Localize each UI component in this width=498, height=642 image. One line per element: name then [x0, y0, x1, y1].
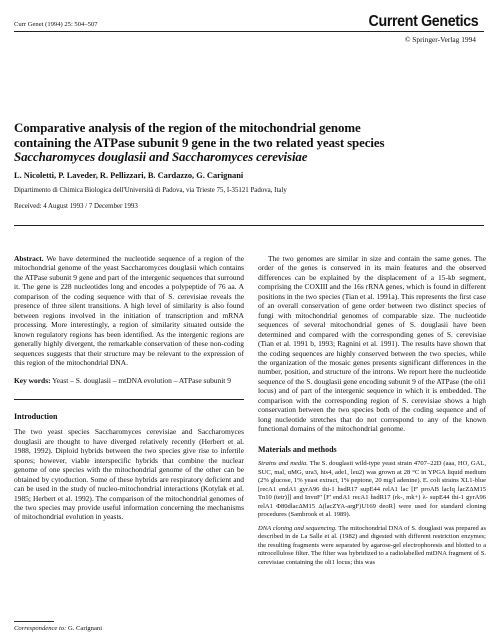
abstract-top-rule	[14, 225, 484, 226]
title-line-3: Saccharomyces douglasii and Saccharomyces cerevisiae	[14, 150, 308, 165]
strains-paragraph	[258, 460, 486, 520]
introduction-heading: Introduction	[14, 411, 58, 421]
intro-continued-text: The two genomes are similar in size and contain the same genes. The order of the genes is conserved in its main features and the observed differences can be explained by the displacement of a 15-kb segment, comprising the COXIII and the 16s rRNA genes, which is found in different positions in the two species (Tian et al. 1991a). This represents the first case of an overall conservation of gene order between two distinct species of fungi with mitochondrial genomes of comparable size. The nucleotide sequences of several mitochondrial genes of S. douglasii have been determined and compared with the corresponding genes of S. cerevisiae (Tian et al. 1991 b, 1993; Ragnini et al. 1991). The results have shown that the coding sequences are highly conserved between the two species, while the organization of the mosaic genes presents significant differences in the number, position, and structure of the introns. We report here the nucleotide sequence of the S. douglasii gene encoding subunit 9 of the ATPase (the oli1 locus) and of part of the intergenic sequence in which it is embedded. The comparison with the corresponding region of S. cerevisiae shows a high conservation between the two species both of the coding sequence and of long nucleotide stretches that do not correspond to any of the known functional domains of the mitochondrial genome.	[258, 254, 486, 434]
introduction-text: The two yeast species Saccharomyces cerevisiae and Saccharomyces douglasii are thought to have diverged relatively recently (Herbert et al. 1988, 1992). Diploid hybrids between the two species give rise to infertile spores; however, viable interspecific hybrids that combine the nuclear genome of one species with the mitochondrial genome of the other can be obtained by cytoduction. Some of these hybrids are respiratory deficient and can be used in the study of nucleo-mitochondrial interactions (Kotylak et al. 1985; Herbert et al. 1992). The comparison of the mitochondrial genomes of the two species may provide useful information concerning the mechanisms of mitochondrial evolution in yeasts.	[14, 427, 244, 522]
right-column	[258, 254, 486, 567]
received-dates: Received: 4 August 1993 / 7 December 1993	[14, 203, 138, 210]
header-rule	[14, 31, 484, 32]
correspondence-note	[14, 625, 102, 632]
keywords-label: Key words:	[14, 376, 51, 386]
correspondence-name: G. Carignani	[67, 625, 103, 632]
abstract-text: We have determined the nucleotide sequence of a region of the mitochondrial genome of the yeast Saccharomyces douglasii which contains the ATPase subunit 9 gene and part of the intergenic sequences that surround it. The gene is 228 nucleotides long and encodes a polypeptide of 76 aa. A comparison of the coding sequence with that of S. cerevisiae reveals the presence of three silent transitions. A high level of similarity is also found between regions involved in the initiation of transcription and mRNA processing. More interestingly, a region of similarity situated outside the known regulatory regions has been identified. As the intergenic regions are generally highly divergent, the remarkable conservation of these non-coding sequences suggests that their structure may be relevant to the expression of this region of the mitochondrial DNA.	[14, 254, 244, 367]
dna-text: The mitochondrial DNA of S. douglasii was prepared as described in de La Salle et al. (1982) and digested with different restriction enzymes; the resulting fragments were separated by agarose-gel electrophoresis and blotted to a nitrocellulose filter. The filter was hybridized to a radiolabelled mtDNA fragment of S. cerevisiae containing the oli1 locus; this was	[258, 524, 486, 566]
affiliation: Dipartimento di Chimica Biologica dell'Università di Padova, via Trieste 75, I-35121 Padova, Italy	[14, 187, 287, 194]
left-column	[14, 254, 244, 522]
keywords	[14, 376, 244, 385]
journal-title: Current Genetics	[368, 13, 478, 30]
methods-heading: Materials and methods	[258, 444, 337, 454]
strains-label: Strains and media.	[258, 460, 308, 468]
keywords-text: Yeast – S. douglasii – mtDNA evolution – ATPase subunit 9	[52, 376, 231, 386]
article-title	[14, 121, 484, 165]
title-line-2: containing the ATPase subunit 9 gene in the two related yeast species	[14, 135, 385, 150]
dna-label: DNA cloning and sequencing.	[258, 524, 337, 532]
title-line-1: Comparative analysis of the region of the mitochondrial genome	[14, 121, 361, 135]
abstract-label: Abstract.	[14, 254, 44, 263]
copyright-notice: © Springer-Verlag 1994	[404, 35, 476, 44]
abstract-bottom-rule	[14, 399, 244, 400]
author-list: L. Nicoletti, P. Laveder, R. Pellizzari, B. Cardazzo, G. Carignani	[14, 171, 244, 180]
correspondence-label: Correspondence to:	[14, 625, 67, 632]
footnote-rule	[14, 621, 54, 622]
journal-citation: Curr Genet (1994) 25: 504–507	[14, 21, 98, 28]
abstract	[14, 254, 244, 367]
dna-paragraph	[258, 525, 486, 568]
strains-text: The S. douglasii wild-type yeast strain 4707–22D (aaa, HO, GAL, SUC, mal, αMG, ura3, his4, ade1, leu2) was grown at 28 °C in YPGA liquid medium (2% glucose, 1% yeast extract, 1% peptone, 20 mg/l adenine). E. coli strains XL1-blue [recA1 endA1 gyrA96 thi-1 hsdR17 supE44 relA1 lac [F' proAB lacIq lacZΔM15 Tn10 (tetr)]] and InvαF' [F' endA1 recA1 hsdR17 (rk-, mk+) λ- supE44 thi-1 gyrA96 relA1 Φ80dlacΔM15 Δ(lacZYA-argF)U169 deoR] were used for standard cloning procedures (Sambrook et al. 1989).	[258, 460, 486, 519]
